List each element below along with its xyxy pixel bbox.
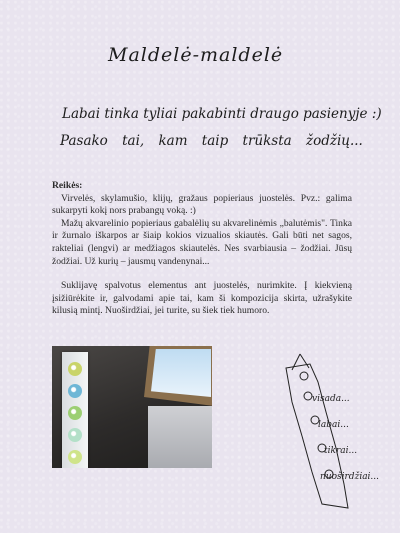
sketch-word-2: labai... (318, 420, 349, 430)
paper-strip (62, 352, 88, 468)
intro-handwritten-line-2: Pasako tai, kam taip trūksta žodžių... (60, 133, 363, 149)
strip-dot (68, 406, 82, 420)
instructions-paragraph: Suklijavę spalvotus elementus ant juostelės, nurimkite. Į kiekvieną įsižiūrėkite ir, galvodami apie tai, kam ši kompozicija skirta, užrašykite kilusią mintį. Nuoširdžiai, jei turite, su šiek tiek humoro. (52, 280, 352, 317)
strip-dot (68, 428, 82, 442)
intro-handwritten-line-1: Labai tinka tyliai pakabinti draugo pasienyje :) (62, 106, 382, 122)
instructions-text (52, 180, 352, 318)
strip-dot (68, 450, 82, 464)
strip-dot (68, 384, 82, 398)
sketch-word-1: visada... (312, 394, 350, 404)
materials-paragraph-1: Virvelės, skylamušio, klijų, gražaus popieriaus juostelės. Pvz.: galima sukarpyti kokį nors prabangų voką. :) (52, 192, 352, 217)
materials-heading: Reikės: (52, 180, 83, 191)
sketch-word-3: tikrai... (324, 446, 358, 456)
hanging-strip-photo (52, 346, 212, 468)
materials-paragraph-2: Mažų akvarelinio popieriaus gabalėlių su akvarelinėmis „balutėmis". Tinka ir žurnalo iškarpos ar šiaip kokios vizualios skiautės. Gali būti net sagos, rakteliai (lengvi) ar medžiagos skiautelės. Nes svarbiausia – žodžiai. Jūsų žodžiai. Už kurių – jausmų vandenynai... (52, 217, 352, 267)
sketch-word-4: nuoširdžiai... (320, 472, 380, 482)
strip-sketch-drawing (252, 352, 362, 512)
strip-dot (68, 362, 82, 376)
page-title: Maldelė-maldelė (108, 44, 284, 66)
sky-view (151, 349, 211, 397)
